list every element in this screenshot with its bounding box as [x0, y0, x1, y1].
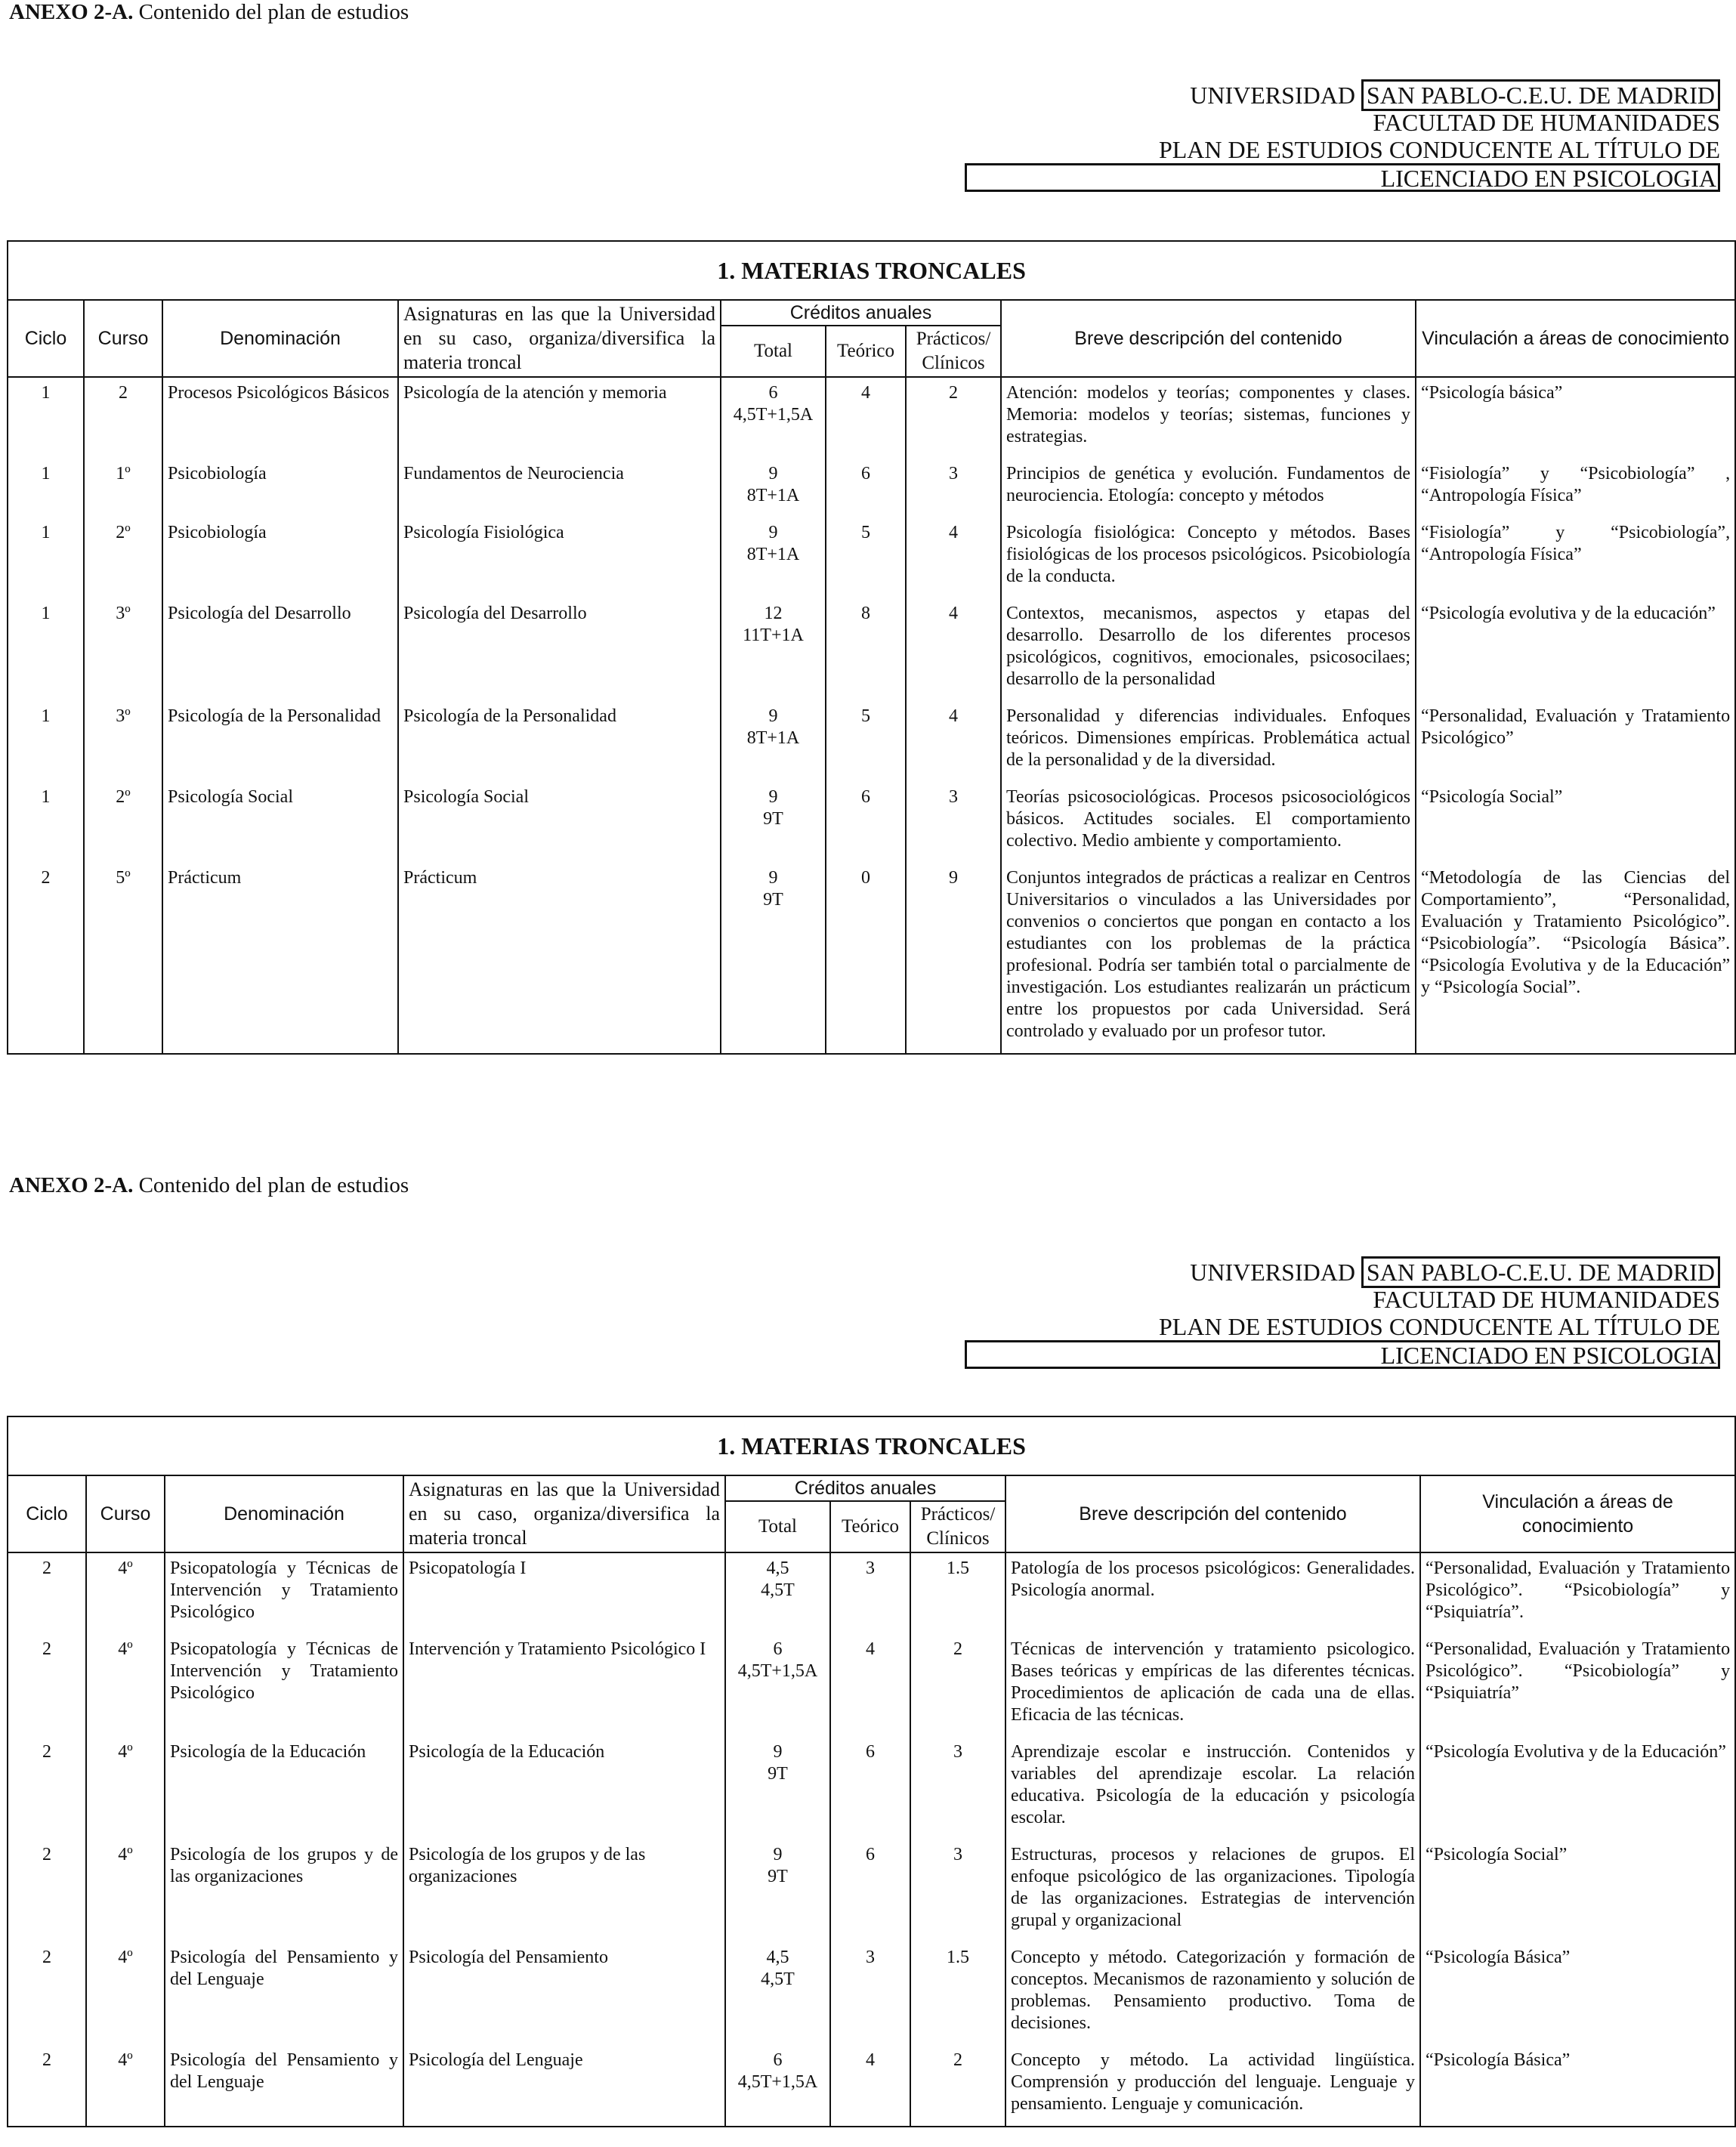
cell-asignatura: Psicología del Desarrollo: [398, 598, 721, 701]
cell-curso: 4º: [86, 1552, 165, 1634]
cell-asignatura: Psicología de la atención y memoria: [398, 377, 721, 459]
header-total: Total: [725, 1501, 830, 1552]
cell-teorico: 6: [826, 782, 906, 863]
cell-vinculacion: “Personalidad, Evaluación y Tratamiento Psicológico”. “Psicobiología” y “Psiquiatría”: [1420, 1634, 1735, 1737]
cell-teorico: 4: [830, 1634, 910, 1737]
annex-title: [9, 1173, 409, 1198]
cell-denominacion: Psicología del Pensamiento y del Lenguaje: [165, 1942, 403, 2045]
degree-title: LICENCIADO EN PSICOLOGIA: [965, 1340, 1720, 1369]
header-creditos: Créditos anuales: [725, 1475, 1005, 1501]
table-title: 1. MATERIAS TRONCALES: [8, 1416, 1735, 1475]
annex-label: ANEXO 2-A.: [9, 0, 134, 24]
faculty-name: FACULTAD DE HUMANIDADES: [1373, 109, 1720, 136]
table-row: [8, 1942, 1735, 2045]
cell-vinculacion: “Psicología Básica”: [1420, 1942, 1735, 2045]
cell-asignatura: Psicología Fisiológica: [398, 517, 721, 598]
header-asignaturas: Asignaturas en las que la Universidad en su caso, organiza/diversifica la materia troncal: [398, 300, 721, 377]
cell-vinculacion: “Personalidad, Evaluación y Tratamiento Psicológico”: [1416, 701, 1735, 782]
cell-teorico: 6: [826, 459, 906, 517]
cell-descripcion: Conjuntos integrados de prácticas a realizar en Centros Universitarios o vinculados a las Universidades por convenios o conciertos que pongan en contacto a los estudiantes con los problemas de la práctica profesional. Podría ser también total o parcialmente de investigación. Los estudiantes realizarán un prácticum entre los propuestos por cada Universidad. Será controlado y evaluado por un profesor tutor.: [1001, 863, 1416, 1054]
cell-denominacion: Procesos Psicológicos Básicos: [162, 377, 398, 459]
cell-teorico: 5: [826, 517, 906, 598]
header-practicos: Prácticos/ Clínicos: [910, 1501, 1005, 1552]
cell-total: 9 8T+1A: [721, 459, 826, 517]
cell-descripcion: Patología de los procesos psicológicos: Generalidades. Psicología anormal.: [1005, 1552, 1420, 1634]
cell-vinculacion: “Psicología básica”: [1416, 377, 1735, 459]
cell-teorico: 8: [826, 598, 906, 701]
university-name: SAN PABLO-C.E.U. DE MADRID: [1361, 79, 1720, 111]
cell-vinculacion: “Psicología Evolutiva y de la Educación”: [1420, 1737, 1735, 1840]
header-ciclo: Ciclo: [8, 1475, 86, 1552]
annex-text: Contenido del plan de estudios: [138, 0, 409, 24]
cell-denominacion: Psicología del Pensamiento y del Lenguaje: [165, 2045, 403, 2127]
cell-practicos: 3: [906, 459, 1001, 517]
annex-text: Contenido del plan de estudios: [138, 1173, 409, 1197]
cell-ciclo: 2: [8, 1737, 86, 1840]
header-teorico: Teórico: [826, 326, 906, 377]
annex-title: [9, 0, 409, 25]
header-descripcion: Breve descripción del contenido: [1001, 300, 1416, 377]
cell-vinculacion: “Psicología Social”: [1420, 1840, 1735, 1942]
cell-ciclo: 2: [8, 1840, 86, 1942]
cell-descripcion: Concepto y método. Categorización y formación de conceptos. Mecanismos de razonamiento y solución de problemas. Pensamiento productivo. Toma de decisiones.: [1005, 1942, 1420, 2045]
cell-curso: 4º: [86, 1840, 165, 1942]
cell-ciclo: 1: [8, 701, 84, 782]
header-creditos: Créditos anuales: [721, 300, 1001, 326]
table-row: [8, 2045, 1735, 2127]
header-vinculacion: Vinculación a áreas de conocimiento: [1416, 300, 1735, 377]
cell-denominacion: Psicopatología y Técnicas de Intervención y Tratamiento Psicológico: [165, 1634, 403, 1737]
cell-total: 4,5 4,5T: [725, 1552, 830, 1634]
header-teorico: Teórico: [830, 1501, 910, 1552]
cell-asignatura: Psicología de la Educación: [403, 1737, 725, 1840]
table-title: 1. MATERIAS TRONCALES: [8, 241, 1735, 300]
cell-descripcion: Concepto y método. La actividad lingüística. Comprensión y producción del lenguaje. Lenguaje y pensamiento. Lenguaje y comunicación.: [1005, 2045, 1420, 2127]
cell-asignatura: Fundamentos de Neurociencia: [398, 459, 721, 517]
cell-total: 9 9T: [721, 863, 826, 1054]
cell-ciclo: 2: [8, 863, 84, 1054]
cell-asignatura: Psicología del Lenguaje: [403, 2045, 725, 2127]
cell-curso: 3º: [84, 701, 162, 782]
cell-curso: 4º: [86, 2045, 165, 2127]
annex-label: ANEXO 2-A.: [9, 1173, 134, 1197]
cell-descripcion: Principios de genética y evolución. Fundamentos de neurociencia. Etología: concepto y métodos: [1001, 459, 1416, 517]
materias-table-2: [7, 1416, 1736, 2127]
table-row: [8, 782, 1735, 863]
table-row: [8, 701, 1735, 782]
cell-teorico: 6: [830, 1737, 910, 1840]
cell-total: 9 9T: [725, 1840, 830, 1942]
table-row: [8, 377, 1735, 459]
cell-total: 9 9T: [725, 1737, 830, 1840]
university-line: [965, 1259, 1720, 1286]
cell-practicos: 1.5: [910, 1552, 1005, 1634]
cell-total: 4,5 4,5T: [725, 1942, 830, 2045]
cell-total: 6 4,5T+1,5A: [725, 1634, 830, 1737]
cell-asignatura: Psicología de la Personalidad: [398, 701, 721, 782]
cell-denominacion: Psicología del Desarrollo: [162, 598, 398, 701]
header-practicos: Prácticos/ Clínicos: [906, 326, 1001, 377]
cell-total: 9 8T+1A: [721, 701, 826, 782]
header-denominacion: Denominación: [165, 1475, 403, 1552]
university-label: UNIVERSIDAD: [1190, 1259, 1355, 1286]
table-row: [8, 598, 1735, 701]
cell-curso: 5º: [84, 863, 162, 1054]
header-total: Total: [721, 326, 826, 377]
cell-curso: 2º: [84, 517, 162, 598]
materias-table-1: [7, 240, 1736, 1055]
cell-teorico: 5: [826, 701, 906, 782]
cell-denominacion: Psicobiología: [162, 517, 398, 598]
cell-total: 9 8T+1A: [721, 517, 826, 598]
cell-ciclo: 1: [8, 459, 84, 517]
plan-title: PLAN DE ESTUDIOS CONDUCENTE AL TÍTULO DE: [1158, 1313, 1720, 1340]
cell-curso: 4º: [86, 1737, 165, 1840]
cell-total: 12 11T+1A: [721, 598, 826, 701]
cell-ciclo: 1: [8, 598, 84, 701]
cell-total: 6 4,5T+1,5A: [721, 377, 826, 459]
table-row: [8, 1552, 1735, 1634]
cell-vinculacion: “Psicología evolutiva y de la educación”: [1416, 598, 1735, 701]
cell-practicos: 2: [910, 2045, 1005, 2127]
cell-ciclo: 2: [8, 1634, 86, 1737]
table-row: [8, 1840, 1735, 1942]
cell-teorico: 4: [826, 377, 906, 459]
cell-asignatura: Psicología del Pensamiento: [403, 1942, 725, 2045]
cell-ciclo: 1: [8, 782, 84, 863]
cell-denominacion: Psicología de la Personalidad: [162, 701, 398, 782]
cell-total: 9 9T: [721, 782, 826, 863]
cell-curso: 4º: [86, 1634, 165, 1737]
cell-practicos: 4: [906, 701, 1001, 782]
cell-denominacion: Psicología de la Educación: [165, 1737, 403, 1840]
cell-practicos: 2: [910, 1634, 1005, 1737]
cell-ciclo: 2: [8, 1942, 86, 2045]
cell-descripcion: Estructuras, procesos y relaciones de grupos. El enfoque psicológico de las organizaciones. Tipología de las organizaciones. Estrategias de intervención grupal y organizacional: [1005, 1840, 1420, 1942]
table-row: [8, 1737, 1735, 1840]
cell-denominacion: Psicología de los grupos y de las organizaciones: [165, 1840, 403, 1942]
cell-asignatura: Prácticum: [398, 863, 721, 1054]
cell-descripcion: Contextos, mecanismos, aspectos y etapas del desarrollo. Desarrollo de los diferentes procesos psicológicos, cognitivos, emocionales, psicosocilaes; desarrollo de la personalidad: [1001, 598, 1416, 701]
cell-ciclo: 1: [8, 517, 84, 598]
cell-curso: 3º: [84, 598, 162, 701]
cell-practicos: 3: [910, 1840, 1005, 1942]
degree-title: LICENCIADO EN PSICOLOGIA: [965, 163, 1720, 192]
header-asignaturas: Asignaturas en las que la Universidad en su caso, organiza/diversifica la materia troncal: [403, 1475, 725, 1552]
cell-denominacion: Psicobiología: [162, 459, 398, 517]
table-row: [8, 459, 1735, 517]
cell-vinculacion: “Personalidad, Evaluación y Tratamiento Psicológico”. “Psicobiología” y “Psiquiatría”.: [1420, 1552, 1735, 1634]
table-row: [8, 517, 1735, 598]
cell-descripcion: Personalidad y diferencias individuales. Enfoques teóricos. Dimensiones empíricas. Problemática actual de la personalidad y de la diversidad.: [1001, 701, 1416, 782]
header-curso: Curso: [86, 1475, 165, 1552]
cell-vinculacion: “Metodología de las Ciencias del Comportamiento”, “Personalidad, Evaluación y Tratamiento Psicológico”. “Psicobiología”. “Psicología Básica”. “Psicología Evolutiva y de la Educación” y “Psicología Social”.: [1416, 863, 1735, 1054]
university-header: [965, 82, 1720, 192]
cell-denominacion: Prácticum: [162, 863, 398, 1054]
cell-descripcion: Técnicas de intervención y tratamiento psicologico. Bases teóricas y empíricas de las diferentes técnicas. Procedimientos de aplicación de cada una de ellas. Eficacia de las técnicas.: [1005, 1634, 1420, 1737]
header-denominacion: Denominación: [162, 300, 398, 377]
cell-asignatura: Psicología Social: [398, 782, 721, 863]
header-curso: Curso: [84, 300, 162, 377]
cell-vinculacion: “Psicología Básica”: [1420, 2045, 1735, 2127]
header-descripcion: Breve descripción del contenido: [1005, 1475, 1420, 1552]
cell-ciclo: 1: [8, 377, 84, 459]
cell-vinculacion: “Fisiología” y “Psicobiología”, “Antropología Física”: [1416, 517, 1735, 598]
cell-practicos: 4: [906, 598, 1001, 701]
cell-curso: 4º: [86, 1942, 165, 2045]
university-header: [965, 1259, 1720, 1369]
cell-teorico: 3: [830, 1942, 910, 2045]
cell-ciclo: 2: [8, 1552, 86, 1634]
cell-teorico: 3: [830, 1552, 910, 1634]
cell-denominacion: Psicología Social: [162, 782, 398, 863]
university-label: UNIVERSIDAD: [1190, 82, 1355, 109]
cell-descripcion: Aprendizaje escolar e instrucción. Contenidos y variables del aprendizaje escolar. La relación educativa. Psicología de la educación y psicología escolar.: [1005, 1737, 1420, 1840]
cell-practicos: 3: [906, 782, 1001, 863]
university-line: [965, 82, 1720, 109]
faculty-name: FACULTAD DE HUMANIDADES: [1373, 1286, 1720, 1313]
cell-vinculacion: “Psicología Social”: [1416, 782, 1735, 863]
cell-total: 6 4,5T+1,5A: [725, 2045, 830, 2127]
header-ciclo: Ciclo: [8, 300, 84, 377]
cell-asignatura: Psicopatología I: [403, 1552, 725, 1634]
cell-practicos: 1.5: [910, 1942, 1005, 2045]
cell-vinculacion: “Fisiología” y “Psicobiología” , “Antropología Física”: [1416, 459, 1735, 517]
header-vinculacion: Vinculación a áreas de conocimiento: [1420, 1475, 1735, 1552]
university-name: SAN PABLO-C.E.U. DE MADRID: [1361, 1256, 1720, 1288]
cell-practicos: 4: [906, 517, 1001, 598]
cell-ciclo: 2: [8, 2045, 86, 2127]
cell-practicos: 2: [906, 377, 1001, 459]
plan-title: PLAN DE ESTUDIOS CONDUCENTE AL TÍTULO DE: [1158, 136, 1720, 163]
table-row: [8, 1634, 1735, 1737]
cell-curso: 2: [84, 377, 162, 459]
cell-practicos: 3: [910, 1737, 1005, 1840]
table-row: [8, 863, 1735, 1054]
cell-teorico: 6: [830, 1840, 910, 1942]
cell-descripcion: Teorías psicosociológicas. Procesos psicosociológicos básicos. Actitudes sociales. El comportamiento colectivo. Medio ambiente y comportamiento.: [1001, 782, 1416, 863]
cell-descripcion: Psicología fisiológica: Concepto y métodos. Bases fisiológicas de los procesos psicológicos. Psicobiología de la conducta.: [1001, 517, 1416, 598]
cell-asignatura: Intervención y Tratamiento Psicológico I: [403, 1634, 725, 1737]
cell-denominacion: Psicopatología y Técnicas de Intervención y Tratamiento Psicológico: [165, 1552, 403, 1634]
cell-teorico: 4: [830, 2045, 910, 2127]
cell-practicos: 9: [906, 863, 1001, 1054]
cell-asignatura: Psicología de los grupos y de las organizaciones: [403, 1840, 725, 1942]
cell-teorico: 0: [826, 863, 906, 1054]
cell-curso: 1º: [84, 459, 162, 517]
cell-curso: 2º: [84, 782, 162, 863]
cell-descripcion: Atención: modelos y teorías; componentes y clases. Memoria: modelos y teorías; sistemas, funciones y estrategias.: [1001, 377, 1416, 459]
